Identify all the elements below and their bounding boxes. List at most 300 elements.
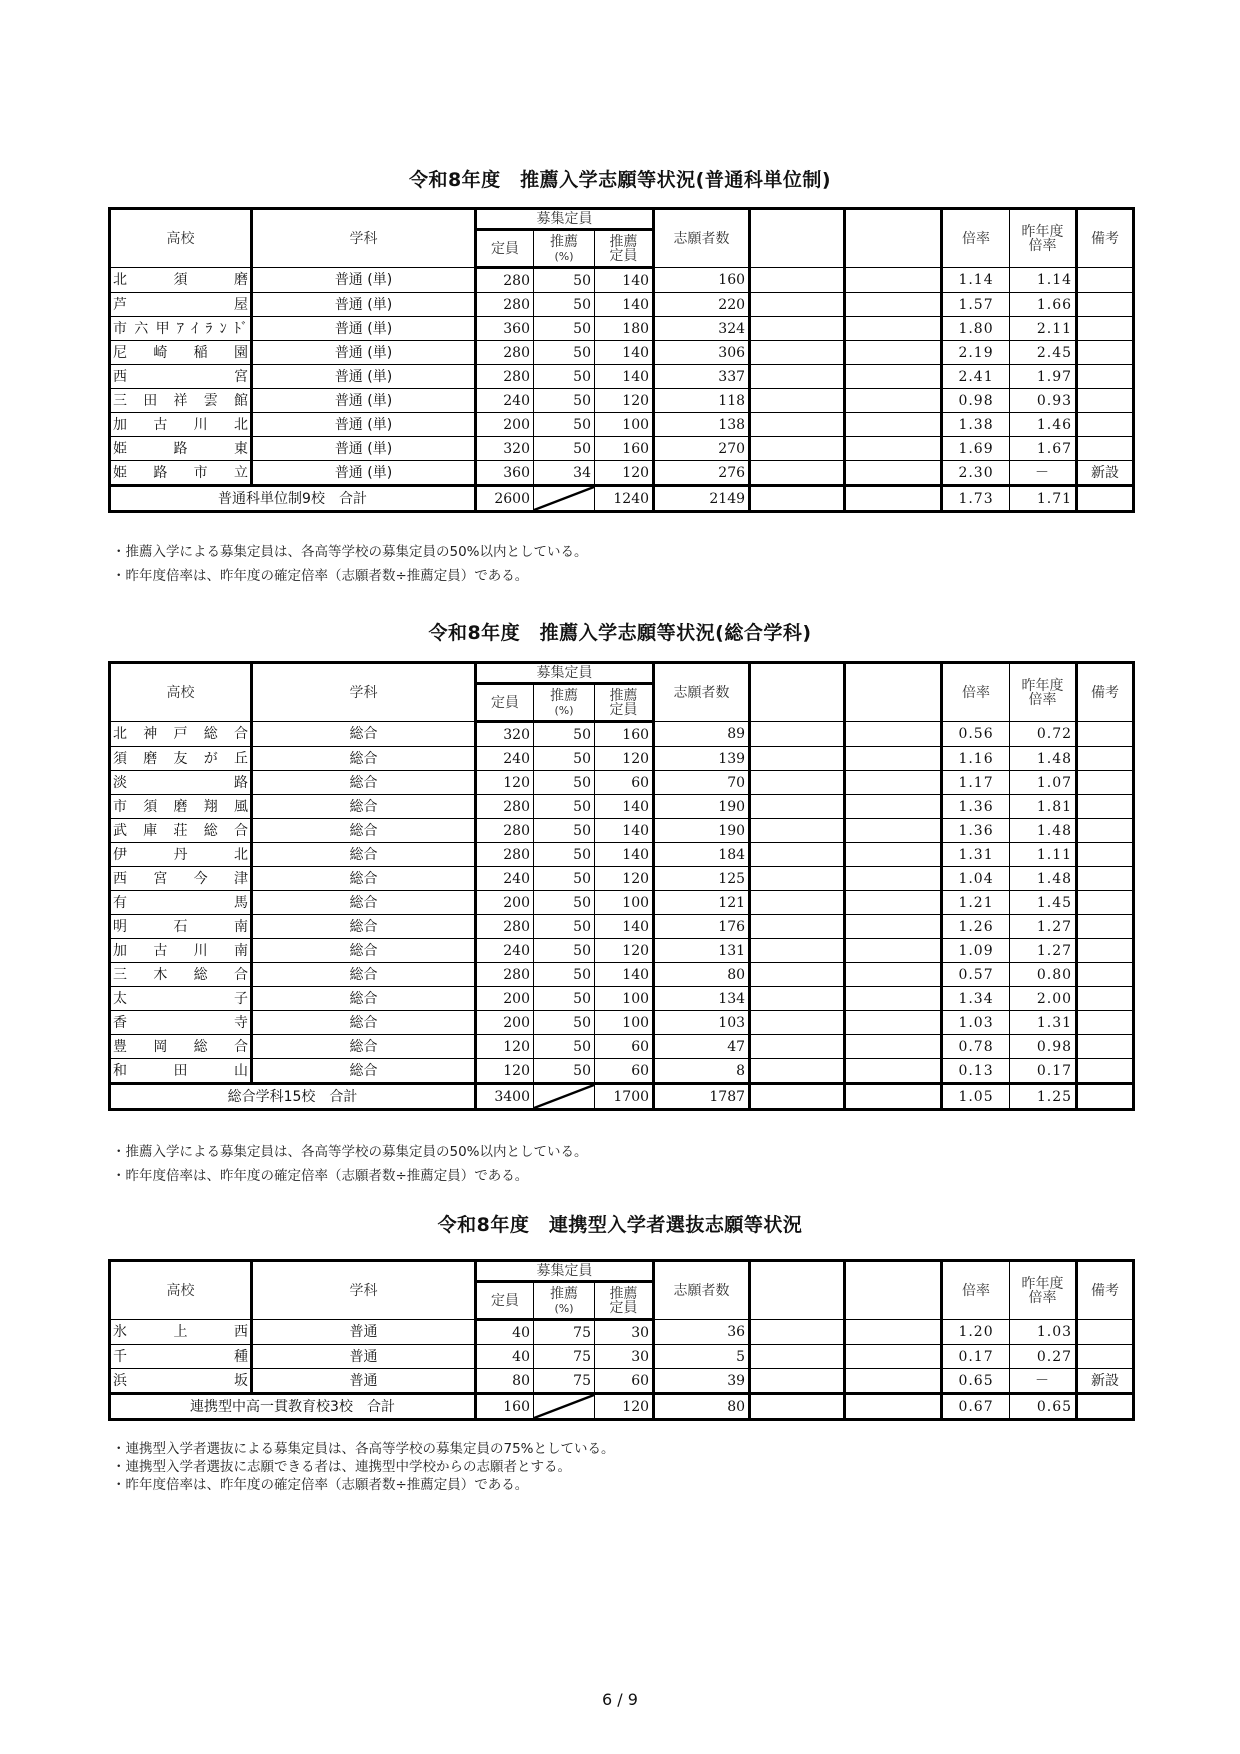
footnote: ・昨年度倍率は、昨年度の確定倍率（志願者数÷推薦定員）である。 — [112, 1168, 529, 1184]
header-rec-cap-line1: 推薦 — [609, 1285, 638, 1302]
capacity: 120 — [476, 771, 534, 795]
blank-cell — [845, 771, 942, 795]
diagonal-slash-cell — [534, 1084, 595, 1110]
rec-pct: 50 — [534, 819, 595, 843]
header-blank-2 — [845, 209, 942, 268]
total-row — [110, 1084, 1134, 1110]
prev-ratio: 1.46 — [1010, 413, 1077, 437]
remarks — [1077, 413, 1134, 437]
applicants: 276 — [654, 461, 750, 486]
blank-cell — [845, 1011, 942, 1035]
prev-ratio: 1.67 — [1010, 437, 1077, 461]
capacity: 280 — [476, 365, 534, 389]
blank-cell — [750, 486, 845, 512]
prev-ratio: 1.03 — [1010, 1320, 1077, 1345]
rec-pct: 50 — [534, 268, 595, 293]
school-name-chars — [113, 896, 248, 910]
header-rec-cap-line1: 推薦 — [609, 687, 638, 704]
blank-cell — [750, 389, 845, 413]
rec-pct: 50 — [534, 987, 595, 1011]
school-char: ｲ — [191, 320, 199, 337]
school-char: 合 — [233, 966, 248, 983]
ratio: 0.65 — [942, 1369, 1010, 1394]
school-name-chars — [113, 1064, 248, 1078]
school-char: 園 — [233, 344, 248, 361]
header-remarks: 備考 — [1077, 663, 1134, 722]
header-blank-2 — [845, 663, 942, 722]
school-name-chars — [113, 394, 248, 408]
school-name — [110, 843, 252, 867]
applicants: 139 — [654, 747, 750, 771]
school-char: が — [203, 750, 218, 767]
table-row — [110, 747, 1134, 771]
header-prev-ratio-line2: 倍率 — [1028, 691, 1057, 708]
applicants: 70 — [654, 771, 750, 795]
school-char: 総 — [203, 822, 218, 839]
school-char: 神 — [143, 726, 158, 742]
footnote: ・連携型入学者選抜に志願できる者は、連携型中学校からの志願者とする。 — [112, 1459, 571, 1475]
applicants: 324 — [654, 317, 750, 341]
table-row — [110, 1320, 1134, 1345]
capacity: 200 — [476, 987, 534, 1011]
school-name-chars — [113, 1325, 248, 1339]
school-name — [110, 939, 252, 963]
school-char: ｱ — [176, 320, 184, 337]
school-char: 北 — [234, 846, 248, 863]
table1-notes — [112, 540, 588, 588]
blank-cell — [845, 341, 942, 365]
total-rec-capacity: 120 — [595, 1394, 654, 1420]
school-char: 丹 — [173, 846, 188, 863]
prev-ratio: 0.93 — [1010, 389, 1077, 413]
table3-notes — [112, 1440, 615, 1494]
total-prev-ratio: 0.65 — [1010, 1394, 1077, 1420]
prev-ratio: － — [1010, 461, 1077, 486]
rec-pct: 50 — [534, 293, 595, 317]
capacity: 360 — [476, 317, 534, 341]
prev-ratio: 0.98 — [1010, 1035, 1077, 1059]
school-char: 田 — [173, 1062, 188, 1079]
total-label: 普通科単位制9校 合計 — [110, 486, 476, 512]
school-char: 山 — [234, 1062, 248, 1079]
header-rec-cap — [595, 684, 654, 722]
subject: 総合 — [252, 963, 476, 987]
school-char: 磨 — [173, 798, 188, 815]
table-row — [110, 341, 1134, 365]
school-char: 路 — [153, 464, 168, 481]
school-char: 風 — [234, 798, 248, 815]
blank-cell — [845, 987, 942, 1011]
diagonal-slash-cell — [534, 1394, 595, 1420]
subject: 普通 (単) — [252, 293, 476, 317]
applicants: 89 — [654, 722, 750, 747]
school-char: 北 — [233, 416, 248, 433]
school-char: 岡 — [153, 1038, 168, 1055]
subject: 普通 — [252, 1320, 476, 1345]
rec-capacity: 120 — [595, 939, 654, 963]
rec-capacity: 60 — [595, 771, 654, 795]
rec-pct: 50 — [534, 771, 595, 795]
school-name-chars — [113, 442, 248, 456]
table-row — [110, 1011, 1134, 1035]
header-subject: 学科 — [252, 1261, 476, 1320]
remarks: 新設 — [1077, 461, 1134, 486]
blank-cell — [845, 1084, 942, 1110]
school-name-chars — [113, 1040, 248, 1054]
school-char: 稲 — [193, 344, 208, 361]
school-name — [110, 915, 252, 939]
school-char: 屋 — [234, 296, 248, 313]
prev-ratio: 1.31 — [1010, 1011, 1077, 1035]
ratio: 1.34 — [942, 987, 1010, 1011]
school-name — [110, 795, 252, 819]
capacity: 200 — [476, 891, 534, 915]
table-2 — [108, 661, 1132, 1111]
header-rec-pct-line2: (%) — [554, 249, 574, 263]
rec-capacity: 100 — [595, 413, 654, 437]
header-prev-ratio-line1: 昨年度 — [1021, 677, 1064, 694]
capacity: 240 — [476, 939, 534, 963]
rec-capacity: 140 — [595, 963, 654, 987]
capacity: 280 — [476, 843, 534, 867]
ratio: 1.09 — [942, 939, 1010, 963]
subject: 普通 (単) — [252, 437, 476, 461]
applicants: 47 — [654, 1035, 750, 1059]
remarks — [1077, 437, 1134, 461]
blank-cell — [750, 1011, 845, 1035]
school-name — [110, 963, 252, 987]
subject: 普通 (単) — [252, 389, 476, 413]
applicants: 138 — [654, 413, 750, 437]
ratio: 1.80 — [942, 317, 1010, 341]
blank-cell — [750, 365, 845, 389]
ratio: 1.17 — [942, 771, 1010, 795]
school-char: 川 — [193, 942, 208, 959]
blank-cell — [845, 939, 942, 963]
subject: 総合 — [252, 795, 476, 819]
blank-cell — [845, 293, 942, 317]
school-char: 須 — [143, 798, 158, 815]
blank-cell — [845, 867, 942, 891]
remarks — [1077, 268, 1134, 293]
subject: 総合 — [252, 891, 476, 915]
rec-capacity: 30 — [595, 1345, 654, 1369]
rec-capacity: 120 — [595, 867, 654, 891]
total-rec-capacity: 1700 — [595, 1084, 654, 1110]
table-row — [110, 437, 1134, 461]
blank-cell — [845, 891, 942, 915]
total-rec-capacity: 1240 — [595, 486, 654, 512]
blank-cell — [845, 1369, 942, 1394]
school-char: 宮 — [153, 870, 168, 887]
table-row — [110, 771, 1134, 795]
capacity: 40 — [476, 1320, 534, 1345]
subject: 普通 — [252, 1345, 476, 1369]
prev-ratio: 1.97 — [1010, 365, 1077, 389]
blank-cell — [750, 915, 845, 939]
table-row — [110, 843, 1134, 867]
school-char: 上 — [173, 1324, 188, 1340]
rec-pct: 50 — [534, 915, 595, 939]
capacity: 240 — [476, 747, 534, 771]
header-prev-ratio-line2: 倍率 — [1028, 1289, 1057, 1306]
subject: 普通 (単) — [252, 268, 476, 293]
remarks — [1077, 365, 1134, 389]
prev-ratio: 0.17 — [1010, 1059, 1077, 1084]
blank-cell — [750, 963, 845, 987]
header-rec-pct-line1: 推薦 — [550, 233, 578, 250]
school-name-chars — [113, 776, 248, 790]
rec-capacity: 140 — [595, 293, 654, 317]
school-name — [110, 819, 252, 843]
header-rec-cap-line2: 定員 — [609, 701, 638, 718]
school-char: 路 — [173, 440, 188, 457]
rec-pct: 50 — [534, 1035, 595, 1059]
school-char: 南 — [234, 918, 248, 935]
total-remarks — [1077, 486, 1134, 512]
footnote: ・推薦入学による募集定員は、各高等学校の募集定員の50%以内としている。 — [112, 1144, 588, 1160]
table-row — [110, 819, 1134, 843]
school-name — [110, 413, 252, 437]
applicants: 306 — [654, 341, 750, 365]
ratio: 0.17 — [942, 1345, 1010, 1369]
blank-cell — [750, 341, 845, 365]
rec-capacity: 120 — [595, 747, 654, 771]
header-blank-1 — [750, 209, 845, 268]
prev-ratio: 1.14 — [1010, 268, 1077, 293]
prev-ratio: 1.07 — [1010, 771, 1077, 795]
header-remarks: 備考 — [1077, 1261, 1134, 1320]
rec-pct: 75 — [534, 1320, 595, 1345]
rec-pct: 50 — [534, 365, 595, 389]
capacity: 320 — [476, 722, 534, 747]
ratio: 1.03 — [942, 1011, 1010, 1035]
school-char: ﾗ — [205, 320, 213, 337]
rec-pct: 50 — [534, 939, 595, 963]
applicants: 39 — [654, 1369, 750, 1394]
total-prev-ratio: 1.71 — [1010, 486, 1077, 512]
capacity: 280 — [476, 341, 534, 365]
rec-capacity: 100 — [595, 1011, 654, 1035]
rec-capacity: 140 — [595, 915, 654, 939]
school-char: 六 — [134, 320, 149, 337]
ratio: 0.57 — [942, 963, 1010, 987]
blank-cell — [845, 1059, 942, 1084]
blank-cell — [750, 461, 845, 486]
admissions-table — [108, 207, 1135, 513]
school-name — [110, 293, 252, 317]
school-name-chars — [113, 752, 248, 766]
applicants: 337 — [654, 365, 750, 389]
diagonal-line-icon — [534, 1395, 594, 1418]
school-name-chars — [113, 944, 248, 958]
ratio: 1.57 — [942, 293, 1010, 317]
rec-pct: 50 — [534, 437, 595, 461]
applicants: 80 — [654, 963, 750, 987]
school-name-chars — [113, 872, 248, 886]
blank-cell — [845, 389, 942, 413]
capacity: 120 — [476, 1059, 534, 1084]
school-char: 総 — [203, 726, 218, 742]
prev-ratio: 1.48 — [1010, 867, 1077, 891]
total-applicants: 1787 — [654, 1084, 750, 1110]
school-char: 合 — [234, 726, 248, 742]
table-row — [110, 1369, 1134, 1394]
table-row — [110, 317, 1134, 341]
blank-cell — [845, 1394, 942, 1420]
school-name — [110, 867, 252, 891]
school-char: 伊 — [113, 846, 127, 863]
capacity: 240 — [476, 389, 534, 413]
blank-cell — [750, 1320, 845, 1345]
blank-cell — [845, 317, 942, 341]
school-char: 寺 — [234, 1014, 248, 1031]
total-applicants: 2149 — [654, 486, 750, 512]
subject: 普通 (単) — [252, 365, 476, 389]
prev-ratio: 1.48 — [1010, 747, 1077, 771]
blank-cell — [845, 843, 942, 867]
school-name-chars — [113, 1016, 248, 1030]
table-row — [110, 891, 1134, 915]
rec-capacity: 120 — [595, 461, 654, 486]
subject: 総合 — [252, 987, 476, 1011]
school-char: 南 — [233, 942, 248, 959]
remarks — [1077, 1011, 1134, 1035]
footnote: ・昨年度倍率は、昨年度の確定倍率（志願者数÷推薦定員）である。 — [112, 1477, 529, 1493]
header-capacity: 定員 — [476, 230, 534, 268]
blank-cell — [845, 915, 942, 939]
rec-capacity: 30 — [595, 1320, 654, 1345]
ratio: 1.31 — [942, 843, 1010, 867]
table-row — [110, 461, 1134, 486]
remarks — [1077, 891, 1134, 915]
school-char: 市 — [113, 798, 127, 815]
subject: 普通 (単) — [252, 461, 476, 486]
header-ratio: 倍率 — [942, 209, 1010, 268]
table-row — [110, 939, 1134, 963]
applicants: 125 — [654, 867, 750, 891]
school-name-chars — [113, 418, 248, 432]
header-prev-ratio — [1010, 209, 1077, 268]
remarks — [1077, 1345, 1134, 1369]
prev-ratio: 1.81 — [1010, 795, 1077, 819]
table-row — [110, 1035, 1134, 1059]
ratio: 1.69 — [942, 437, 1010, 461]
table-row — [110, 293, 1134, 317]
school-char: 古 — [153, 942, 168, 959]
school-char: 種 — [234, 1348, 248, 1365]
header-prev-ratio — [1010, 663, 1077, 722]
school-char: 豊 — [113, 1038, 127, 1055]
school-char: 磨 — [143, 750, 158, 767]
ratio: 0.13 — [942, 1059, 1010, 1084]
prev-ratio: 0.72 — [1010, 722, 1077, 747]
school-char: 合 — [233, 1038, 248, 1055]
school-name-chars — [113, 824, 248, 838]
footnote: ・連携型入学者選抜による募集定員は、各高等学校の募集定員の75%としている。 — [112, 1441, 615, 1457]
remarks — [1077, 341, 1134, 365]
page-number: 6 / 9 — [602, 1690, 638, 1709]
subject: 総合 — [252, 771, 476, 795]
blank-cell — [845, 486, 942, 512]
subject: 総合 — [252, 1011, 476, 1035]
school-name-chars — [113, 727, 248, 741]
school-name — [110, 341, 252, 365]
blank-cell — [845, 722, 942, 747]
header-ratio: 倍率 — [942, 663, 1010, 722]
rec-pct: 34 — [534, 461, 595, 486]
school-name — [110, 461, 252, 486]
school-char: 加 — [113, 942, 127, 959]
blank-cell — [845, 1035, 942, 1059]
capacity: 280 — [476, 963, 534, 987]
school-char: 翔 — [203, 798, 218, 815]
school-name-chars — [113, 298, 248, 312]
table-1 — [108, 207, 1132, 513]
school-char: 市 — [113, 320, 127, 337]
blank-cell — [845, 795, 942, 819]
subject: 普通 (単) — [252, 341, 476, 365]
total-remarks — [1077, 1084, 1134, 1110]
school-char: 太 — [113, 990, 127, 1007]
capacity: 280 — [476, 915, 534, 939]
remarks — [1077, 987, 1134, 1011]
subject: 総合 — [252, 939, 476, 963]
rec-capacity: 140 — [595, 365, 654, 389]
school-char: 三 — [113, 966, 127, 983]
school-char: 西 — [234, 1324, 248, 1340]
school-name — [110, 747, 252, 771]
diagonal-line-icon — [534, 1085, 594, 1108]
header-rec-pct — [534, 230, 595, 268]
blank-cell — [845, 819, 942, 843]
table-row — [110, 722, 1134, 747]
blank-cell — [750, 747, 845, 771]
school-char: 庫 — [143, 822, 158, 839]
school-name-chars — [113, 346, 248, 360]
ratio: 1.20 — [942, 1320, 1010, 1345]
school-name — [110, 365, 252, 389]
header-capacity: 定員 — [476, 1282, 534, 1320]
header-remarks: 備考 — [1077, 209, 1134, 268]
school-name — [110, 891, 252, 915]
header-school: 高校 — [110, 1261, 252, 1320]
school-name — [110, 771, 252, 795]
school-char: 子 — [234, 990, 248, 1007]
school-char: 武 — [113, 822, 127, 839]
school-char: 戸 — [173, 726, 188, 742]
blank-cell — [750, 987, 845, 1011]
prev-ratio: 1.45 — [1010, 891, 1077, 915]
remarks — [1077, 771, 1134, 795]
school-char: ﾝ — [219, 320, 227, 337]
blank-cell — [750, 843, 845, 867]
school-char: 須 — [173, 272, 188, 288]
remarks — [1077, 819, 1134, 843]
header-ratio: 倍率 — [942, 1261, 1010, 1320]
prev-ratio: 1.27 — [1010, 939, 1077, 963]
applicants: 131 — [654, 939, 750, 963]
capacity: 40 — [476, 1345, 534, 1369]
school-char: 木 — [153, 966, 168, 983]
remarks — [1077, 795, 1134, 819]
school-name — [110, 1320, 252, 1345]
header-subject: 学科 — [252, 209, 476, 268]
rec-capacity: 140 — [595, 795, 654, 819]
rec-pct: 50 — [534, 891, 595, 915]
rec-capacity: 140 — [595, 268, 654, 293]
rec-pct: 50 — [534, 843, 595, 867]
